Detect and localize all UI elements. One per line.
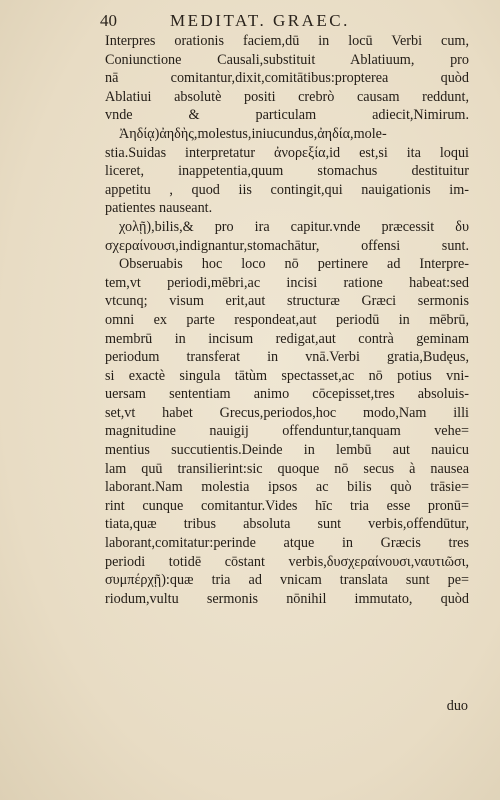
text-line: laborant,comitatur:perinde atque in Græcis tres bbox=[105, 535, 469, 552]
text-line: periodum transferat in vnā.Verbi gratia,Budęus, bbox=[105, 349, 469, 366]
running-title: MEDITAT. GRAEC. bbox=[170, 11, 350, 30]
text-line: nā comitantur,dixit,comitātibus:propterea quòd bbox=[105, 70, 469, 87]
text-line: mentius succutientis.Deinde in lembū aut nauicu bbox=[105, 442, 469, 459]
text-line: uersam sententiam animo cōcepisset,tres absoluis- bbox=[105, 386, 469, 403]
text-line: Ἀηδίᾳ)ἀηδὴς,molestus,iniucundus,ἀηδία,mole- bbox=[119, 125, 387, 142]
page-number: 40 bbox=[100, 11, 117, 30]
text-line: Coniunctione Causali,substituit Ablatiuum, pro bbox=[105, 51, 469, 68]
text-line: tem,vt periodi,mēbri,ac incisi ratione habeat:sed bbox=[105, 274, 469, 291]
text-line: σχεραίνουσι,indignantur,stomachātur, offensi sunt. bbox=[105, 237, 469, 254]
text-line: Obseruabis hoc loco nō pertinere ad Interpre- bbox=[119, 256, 469, 273]
catchword: duo bbox=[446, 698, 468, 714]
text-line: periodi totidē cōstant verbis,δυσχεραίνουσι,ναυτιῶσι, bbox=[105, 553, 469, 570]
page-header bbox=[100, 8, 470, 34]
text-line: patientes nauseant. bbox=[105, 200, 213, 217]
text-line: omni ex parte respondeat,aut periodū in mēbrū, bbox=[105, 311, 469, 328]
body-text bbox=[105, 32, 469, 608]
text-line: Ablatiui absolutè positi crebrò causam reddunt, bbox=[105, 88, 469, 105]
text-line: si exactè singula tātùm spectasset,ac nō potius vni- bbox=[105, 367, 469, 384]
text-line: vtcunq; visum erit,aut structuræ Græci sermonis bbox=[105, 293, 469, 310]
text-line: appetitu , quod iis contingit,qui nauigationis im- bbox=[105, 181, 469, 198]
text-line: συμπέρχῇ):quæ tria ad vnicam translata sunt pe= bbox=[105, 572, 469, 589]
text-line: membrū in incisum redigat,aut contrà geminam bbox=[105, 330, 469, 347]
text-line: Interpres orationis faciem,dū in locū Verbi cum, bbox=[105, 33, 469, 49]
text-line: set,vt habet Grecus,periodos,hoc modo,Nam illi bbox=[105, 404, 469, 421]
text-line: tiata,quæ tribus absoluta sunt verbis,offendūtur, bbox=[105, 516, 469, 533]
text-line: χολῇ),bilis,& pro ira capitur.vnde præcessit δυ bbox=[119, 218, 469, 235]
text-line: magnitudine nauigij offenduntur,tanquam vehe= bbox=[105, 423, 469, 440]
text-line: stia.Suidas interpretatur ἀνορεξία,id est,si ita loqui bbox=[105, 144, 469, 161]
text-line: liceret, inappetentia,quum stomachus destituitur bbox=[105, 163, 469, 180]
text-line: riodum,vultu sermonis nōnihil immutato, quòd bbox=[105, 590, 469, 607]
text-line: vnde & particulam adiecit,Nimirum. bbox=[105, 107, 469, 124]
text-line: laborant.Nam molestia ipsos ac bilis quò trāsie= bbox=[105, 479, 469, 496]
text-line: lam quū transilierint:sic quoque nō secus à nausea bbox=[105, 460, 469, 477]
text-line: rint cunque comitantur.Vides hīc tria esse pronū= bbox=[105, 497, 469, 514]
